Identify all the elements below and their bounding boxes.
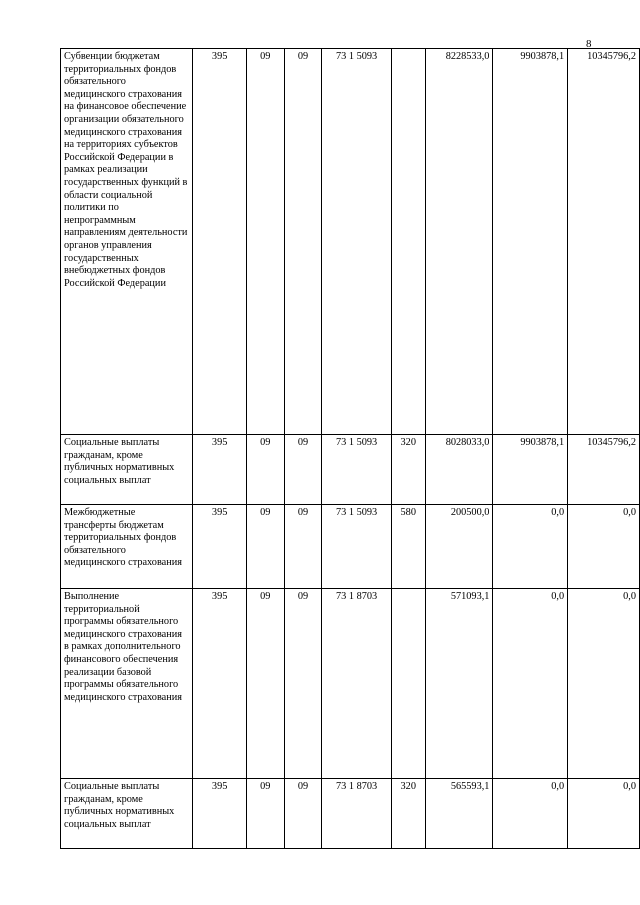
amount-year-2: 0,0 [493, 779, 568, 849]
amount-year-3: 0,0 [568, 589, 640, 779]
row-name: Выполнение территориальной программы обязательного медицинского страхования в рамках дополнительного финансового обеспечения реализации базовой программы обязательного медицинского страхования [61, 589, 193, 779]
amount-year-1: 8228533,0 [425, 49, 493, 435]
ministry-code: 395 [193, 435, 247, 505]
expense-type-code: 580 [391, 505, 425, 589]
expense-type-code [391, 49, 425, 435]
section-code: 09 [246, 435, 284, 505]
amount-year-3: 0,0 [568, 505, 640, 589]
row-name: Межбюджетные трансферты бюджетам территориальных фондов обязательного медицинского страхования [61, 505, 193, 589]
amount-year-2: 0,0 [493, 589, 568, 779]
amount-year-1: 200500,0 [425, 505, 493, 589]
subsection-code: 09 [284, 779, 322, 849]
table-row [61, 779, 640, 849]
target-code: 73 1 8703 [322, 589, 391, 779]
target-code: 73 1 5093 [322, 435, 391, 505]
page-number: 8 [586, 38, 592, 50]
amount-year-1: 571093,1 [425, 589, 493, 779]
ministry-code: 395 [193, 589, 247, 779]
section-code: 09 [246, 505, 284, 589]
table-row [61, 435, 640, 505]
section-code: 09 [246, 589, 284, 779]
target-code: 73 1 5093 [322, 49, 391, 435]
amount-year-2: 9903878,1 [493, 435, 568, 505]
section-code: 09 [246, 49, 284, 435]
target-code: 73 1 8703 [322, 779, 391, 849]
ministry-code: 395 [193, 49, 247, 435]
table-row [61, 589, 640, 779]
expense-type-code: 320 [391, 435, 425, 505]
amount-year-2: 0,0 [493, 505, 568, 589]
budget-table [60, 48, 640, 849]
table-row [61, 49, 640, 435]
amount-year-3: 10345796,2 [568, 435, 640, 505]
amount-year-1: 8028033,0 [425, 435, 493, 505]
expense-type-code: 320 [391, 779, 425, 849]
row-name: Социальные выплаты гражданам, кроме публичных нормативных социальных выплат [61, 435, 193, 505]
row-name: Социальные выплаты гражданам, кроме публичных нормативных социальных выплат [61, 779, 193, 849]
subsection-code: 09 [284, 505, 322, 589]
amount-year-3: 0,0 [568, 779, 640, 849]
amount-year-3: 10345796,2 [568, 49, 640, 435]
table-row [61, 505, 640, 589]
row-name: Субвенции бюджетам территориальных фондов обязательного медицинского страхования на финансовое обеспечение организации обязательного медицинского страхования на территориях субъектов Российской Федерации в рамках реализации государственных функций в области социальной политики по непрограммным направлениям деятельности органов управления государственных внебюджетных фондов Российской Федерации [61, 49, 193, 435]
subsection-code: 09 [284, 589, 322, 779]
ministry-code: 395 [193, 779, 247, 849]
amount-year-2: 9903878,1 [493, 49, 568, 435]
amount-year-1: 565593,1 [425, 779, 493, 849]
subsection-code: 09 [284, 49, 322, 435]
subsection-code: 09 [284, 435, 322, 505]
section-code: 09 [246, 779, 284, 849]
target-code: 73 1 5093 [322, 505, 391, 589]
expense-type-code [391, 589, 425, 779]
ministry-code: 395 [193, 505, 247, 589]
